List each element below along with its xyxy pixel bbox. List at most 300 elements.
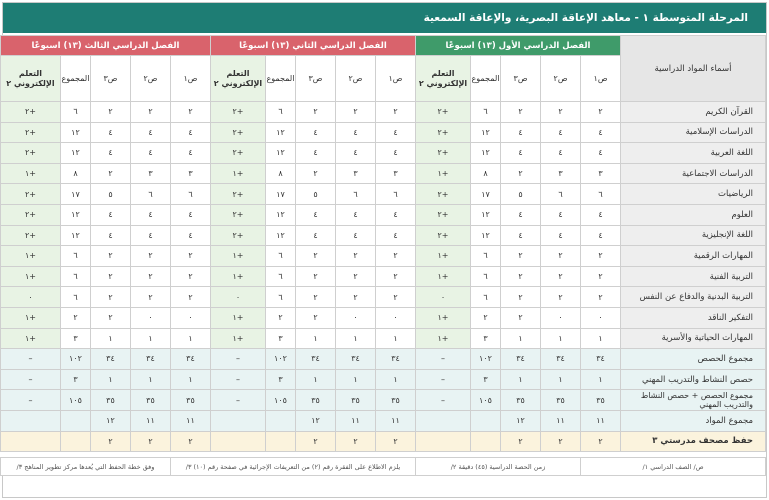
table-cell: ٠ xyxy=(375,307,415,328)
table-cell: ٦ xyxy=(130,184,170,205)
table-cell xyxy=(0,431,60,452)
table-cell: ٤ xyxy=(335,204,375,225)
table-row xyxy=(0,266,765,287)
table-cell: ٣ xyxy=(130,163,170,184)
table-cell: ٢ xyxy=(170,287,210,308)
table-cell: ١١ xyxy=(170,410,210,431)
column-header-s2-5: التعلم الإلكتروني ٢ xyxy=(210,56,265,102)
table-cell: ٠ xyxy=(415,287,470,308)
footnote: وفق خطة الحفظ التي يُعدها مركز تطوير المناهج ٣/ xyxy=(0,458,170,476)
table-cell: ١٢ xyxy=(60,225,90,246)
table-cell: ٢ xyxy=(90,307,130,328)
table-cell: – xyxy=(210,369,265,390)
table-cell: ٨ xyxy=(265,163,295,184)
table-cell: ٣ xyxy=(541,163,581,184)
subject-name: التفكير الناقد xyxy=(621,307,766,328)
table-cell: ٢ xyxy=(581,246,621,267)
table-body xyxy=(0,102,765,476)
table-cell: ٤ xyxy=(541,143,581,164)
table-cell: ١٢ xyxy=(60,204,90,225)
table-cell: ١١ xyxy=(375,410,415,431)
subjects-header: أسماء المواد الدراسية xyxy=(621,36,766,102)
table-cell: +٢ xyxy=(415,122,470,143)
table-cell: ٤ xyxy=(170,143,210,164)
table-cell: ٢ xyxy=(501,246,541,267)
table-cell: ٢ xyxy=(130,287,170,308)
table-cell: ٤ xyxy=(90,122,130,143)
table-cell: +١ xyxy=(415,307,470,328)
column-header-s2-2: ص٢ xyxy=(335,56,375,102)
table-cell: ١ xyxy=(501,369,541,390)
table-cell: ٤ xyxy=(170,204,210,225)
semester-2-header: الفصل الدراسي الثاني (١٣) اسبوعًا xyxy=(210,36,415,56)
table-cell: ٤ xyxy=(130,204,170,225)
table-cell: ٣٤ xyxy=(375,349,415,370)
table-cell: +١ xyxy=(210,246,265,267)
table-cell: ٢ xyxy=(541,102,581,123)
table-cell: ٢ xyxy=(471,307,501,328)
table-row xyxy=(0,143,765,164)
table-cell: ٢ xyxy=(90,431,130,452)
table-cell: ٣ xyxy=(335,163,375,184)
table-cell: ٢ xyxy=(90,163,130,184)
table-cell: ٢ xyxy=(375,102,415,123)
table-cell: ٥ xyxy=(501,184,541,205)
table-cell: ٢ xyxy=(90,287,130,308)
table-cell: +١ xyxy=(210,307,265,328)
table-cell: ٠ xyxy=(170,307,210,328)
table-cell: ٣٤ xyxy=(335,349,375,370)
table-cell: ٢ xyxy=(541,431,581,452)
table-cell: ٦ xyxy=(541,184,581,205)
table-row xyxy=(0,307,765,328)
table-cell: ٤ xyxy=(295,143,335,164)
table-cell: ٣٥ xyxy=(335,390,375,411)
table-cell: ٣٥ xyxy=(295,390,335,411)
table-cell: ٣ xyxy=(471,369,501,390)
table-cell: +٢ xyxy=(0,143,60,164)
table-cell: +٢ xyxy=(210,204,265,225)
table-cell: ١ xyxy=(581,369,621,390)
table-cell: ٣٥ xyxy=(541,390,581,411)
table-cell: ٤ xyxy=(335,225,375,246)
table-cell: ٥ xyxy=(295,184,335,205)
table-cell: ٦ xyxy=(60,102,90,123)
table-cell: ٢ xyxy=(581,431,621,452)
table-cell: ٢ xyxy=(295,307,335,328)
table-cell: ١٧ xyxy=(471,184,501,205)
table-cell: +١ xyxy=(0,328,60,349)
table-cell: ٤ xyxy=(375,204,415,225)
table-cell: – xyxy=(210,349,265,370)
table-cell: ٢ xyxy=(375,266,415,287)
table-cell: ١٠٢ xyxy=(265,349,295,370)
subject-name: الرياضيات xyxy=(621,184,766,205)
table-cell: ٠ xyxy=(130,307,170,328)
table-cell: ٢ xyxy=(581,102,621,123)
table-cell: ١٢ xyxy=(471,225,501,246)
table-cell: ٣٤ xyxy=(501,349,541,370)
table-cell xyxy=(415,410,470,431)
table-cell: ٤ xyxy=(581,204,621,225)
table-cell: +١ xyxy=(210,328,265,349)
summary-row xyxy=(0,431,765,452)
table-cell: +٢ xyxy=(210,122,265,143)
table-cell: ٣٤ xyxy=(90,349,130,370)
table-cell: ٢ xyxy=(335,246,375,267)
table-cell: ٤ xyxy=(295,225,335,246)
table-cell: ٢ xyxy=(541,287,581,308)
table-cell: +١ xyxy=(415,246,470,267)
table-cell: ٢ xyxy=(375,287,415,308)
summary-row xyxy=(0,349,765,370)
table-cell: ١٢ xyxy=(90,410,130,431)
table-cell: ٠ xyxy=(210,287,265,308)
table-cell: ٤ xyxy=(130,225,170,246)
table-cell: ١ xyxy=(90,369,130,390)
table-cell: ٤ xyxy=(501,143,541,164)
table-cell xyxy=(60,410,90,431)
table-cell: ٢ xyxy=(335,287,375,308)
table-cell: ٣٤ xyxy=(130,349,170,370)
table-cell: ٤ xyxy=(581,122,621,143)
table-cell: ١٢ xyxy=(265,143,295,164)
table-cell: – xyxy=(415,369,470,390)
table-cell: ٣٥ xyxy=(375,390,415,411)
table-cell: – xyxy=(415,390,470,411)
table-cell: ١٠٥ xyxy=(471,390,501,411)
table-cell: ١٢ xyxy=(265,122,295,143)
table-cell: ٠ xyxy=(335,307,375,328)
column-header-s3-4: المجموع xyxy=(60,56,90,102)
footnote: زمن الحصة الدراسية (٤٥) دقيقة ٢/ xyxy=(415,458,580,476)
footnote: يلزم الاطلاع على الفقرة رقم (٢) من التعريفات الإجرائية في صفحة رقم (١٠) ٣/ xyxy=(170,458,415,476)
column-header-s1-3: ص٣ xyxy=(501,56,541,102)
table-cell: ٢ xyxy=(501,431,541,452)
table-cell: ٢ xyxy=(501,163,541,184)
table-cell: ٣ xyxy=(265,328,295,349)
table-cell: ٣٥ xyxy=(90,390,130,411)
column-header-s3-3: ص٣ xyxy=(90,56,130,102)
table-cell: ٢ xyxy=(90,266,130,287)
table-row xyxy=(0,122,765,143)
column-header-s1-5: التعلم الإلكتروني ٢ xyxy=(415,56,470,102)
table-cell: ١ xyxy=(170,369,210,390)
table-cell: ٢ xyxy=(295,266,335,287)
table-cell: – xyxy=(0,369,60,390)
table-cell: ٢ xyxy=(130,431,170,452)
table-row xyxy=(0,225,765,246)
table-cell: ٤ xyxy=(170,122,210,143)
column-header-s3-5: التعلم الإلكتروني ٢ xyxy=(0,56,60,102)
table-cell: +١ xyxy=(0,266,60,287)
table-cell: ٢ xyxy=(170,431,210,452)
table-cell: ١٢ xyxy=(471,122,501,143)
table-cell: +٢ xyxy=(0,102,60,123)
table-cell: ٦ xyxy=(471,266,501,287)
table-cell: ١ xyxy=(335,328,375,349)
table-row xyxy=(0,163,765,184)
table-cell: +٢ xyxy=(415,225,470,246)
table-cell: ٦ xyxy=(471,287,501,308)
table-cell: ٨ xyxy=(60,163,90,184)
table-cell: ٤ xyxy=(501,225,541,246)
table-cell: ٤ xyxy=(335,143,375,164)
table-cell: ٦ xyxy=(471,246,501,267)
table-cell: ٢ xyxy=(295,163,335,184)
table-cell xyxy=(210,410,265,431)
summary-row xyxy=(0,410,765,431)
table-cell xyxy=(415,431,470,452)
table-cell: ٣٥ xyxy=(130,390,170,411)
table-cell: ٦ xyxy=(265,287,295,308)
table-cell: ١ xyxy=(581,328,621,349)
table-cell: ٦ xyxy=(60,287,90,308)
table-cell: ٤ xyxy=(130,143,170,164)
table-cell: ١٢ xyxy=(265,204,295,225)
table-cell: ٣ xyxy=(60,369,90,390)
table-cell: ٠ xyxy=(0,287,60,308)
table-cell: +١ xyxy=(0,163,60,184)
footnote: ص/ الصف الدراسي ١/ xyxy=(581,458,766,476)
table-cell: ٦ xyxy=(60,266,90,287)
table-cell: ٤ xyxy=(295,122,335,143)
table-cell: ٢ xyxy=(501,287,541,308)
table-cell xyxy=(210,431,265,452)
table-cell: ١٠٢ xyxy=(60,349,90,370)
table-cell: +٢ xyxy=(210,143,265,164)
table-cell: +٢ xyxy=(415,204,470,225)
table-cell: ١٠٥ xyxy=(60,390,90,411)
table-cell: ٦ xyxy=(265,246,295,267)
table-row xyxy=(0,184,765,205)
table-cell xyxy=(265,431,295,452)
table-cell: ١٢ xyxy=(295,410,335,431)
column-header-s2-4: المجموع xyxy=(265,56,295,102)
table-cell: – xyxy=(210,390,265,411)
table-cell xyxy=(0,410,60,431)
column-header-s1-2: ص٢ xyxy=(541,56,581,102)
table-cell: ١ xyxy=(501,328,541,349)
table-cell: ٢ xyxy=(170,246,210,267)
table-cell: ٤ xyxy=(295,204,335,225)
table-cell: ٢ xyxy=(130,246,170,267)
table-cell: +١ xyxy=(210,266,265,287)
table-cell: ٦ xyxy=(581,184,621,205)
table-title: المرحلة المتوسطة ١ - معاهد الإعاقة البصرية، والإعاقة السمعية xyxy=(3,3,766,35)
table-cell: ٢ xyxy=(170,102,210,123)
table-cell: ٢ xyxy=(130,102,170,123)
study-plan-panel xyxy=(2,2,767,498)
subject-name: مجموع الحصص + حصص النشاط والتدريب المهني xyxy=(621,390,766,411)
table-cell: ٢ xyxy=(375,246,415,267)
table-cell: ٤ xyxy=(170,225,210,246)
table-cell: ١ xyxy=(90,328,130,349)
column-header-s1-4: المجموع xyxy=(471,56,501,102)
table-cell: +٢ xyxy=(0,122,60,143)
table-cell: ٢ xyxy=(130,266,170,287)
table-cell: ٢ xyxy=(501,102,541,123)
table-row xyxy=(0,102,765,123)
table-cell xyxy=(471,431,501,452)
table-cell xyxy=(471,410,501,431)
subject-name: القرآن الكريم xyxy=(621,102,766,123)
table-cell: ١ xyxy=(375,328,415,349)
table-cell: ١١ xyxy=(130,410,170,431)
table-cell: ٤ xyxy=(375,122,415,143)
semester-3-header: الفصل الدراسي الثالث (١٣) اسبوعًا xyxy=(0,36,210,56)
summary-row xyxy=(0,390,765,411)
table-cell: ٢ xyxy=(581,287,621,308)
table-cell: ٤ xyxy=(90,225,130,246)
table-cell: ١ xyxy=(170,328,210,349)
table-cell: ٣ xyxy=(265,369,295,390)
table-cell: ٣٤ xyxy=(541,349,581,370)
table-cell: ٣٤ xyxy=(170,349,210,370)
table-cell: ٤ xyxy=(375,225,415,246)
table-cell: +٢ xyxy=(210,225,265,246)
table-cell: ١ xyxy=(130,328,170,349)
table-cell: ٦ xyxy=(265,266,295,287)
notes-row xyxy=(0,458,765,476)
subject-name: التربية الفنية xyxy=(621,266,766,287)
subject-name: التربية البدنية والدفاع عن النفس xyxy=(621,287,766,308)
table-cell: ٢ xyxy=(295,102,335,123)
table-cell: +٢ xyxy=(0,204,60,225)
subject-name: مجموع الحصص xyxy=(621,349,766,370)
table-cell: ٤ xyxy=(501,122,541,143)
table-cell: +١ xyxy=(0,246,60,267)
table-cell xyxy=(265,410,295,431)
table-cell: – xyxy=(0,390,60,411)
table-cell: ٠ xyxy=(581,307,621,328)
table-cell: ٠ xyxy=(541,307,581,328)
table-cell: +٢ xyxy=(415,143,470,164)
table-cell: ١١ xyxy=(335,410,375,431)
table-cell: ٤ xyxy=(90,143,130,164)
table-cell: ٢ xyxy=(375,431,415,452)
table-cell: ٢ xyxy=(60,307,90,328)
table-cell: +٢ xyxy=(210,184,265,205)
table-cell xyxy=(60,431,90,452)
table-cell: +٢ xyxy=(210,102,265,123)
table-cell: ٣ xyxy=(60,328,90,349)
table-cell: +٢ xyxy=(0,184,60,205)
subject-name: المهارات الرقمية xyxy=(621,246,766,267)
subject-name: الدراسات الإسلامية xyxy=(621,122,766,143)
subject-name: المهارات الحياتية والأسرية xyxy=(621,328,766,349)
table-cell: ١ xyxy=(335,369,375,390)
table-cell: ١٠٥ xyxy=(265,390,295,411)
table-cell: ١٢ xyxy=(265,225,295,246)
semester-1-header: الفصل الدراسي الأول (١٣) اسبوعًا xyxy=(415,36,620,56)
table-cell: ١٧ xyxy=(60,184,90,205)
table-cell: +١ xyxy=(210,163,265,184)
table-cell: ٤ xyxy=(581,225,621,246)
column-header-s1-1: ص١ xyxy=(581,56,621,102)
table-cell: ٢ xyxy=(581,266,621,287)
table-cell: ١٧ xyxy=(265,184,295,205)
column-header-s2-3: ص٣ xyxy=(295,56,335,102)
table-cell: ٢ xyxy=(335,431,375,452)
table-cell: ٤ xyxy=(541,225,581,246)
table-cell: ٨ xyxy=(471,163,501,184)
subject-name: مجموع المواد xyxy=(621,410,766,431)
table-cell: ٤ xyxy=(541,122,581,143)
table-cell: ١٢ xyxy=(471,204,501,225)
subject-name: حصص النشاط والتدريب المهني xyxy=(621,369,766,390)
table-cell: ٢ xyxy=(90,246,130,267)
table-cell: ١ xyxy=(295,369,335,390)
table-cell: ١١ xyxy=(541,410,581,431)
table-cell: ٣٥ xyxy=(501,390,541,411)
table-cell: ٦ xyxy=(335,184,375,205)
column-header-s2-1: ص١ xyxy=(375,56,415,102)
table-cell: ١٢ xyxy=(471,143,501,164)
study-plan-table xyxy=(0,35,766,476)
table-cell: ٤ xyxy=(335,122,375,143)
table-cell: ٦ xyxy=(265,102,295,123)
subject-name: اللغة العربية xyxy=(621,143,766,164)
table-cell: ٢ xyxy=(90,102,130,123)
column-header-s3-1: ص١ xyxy=(170,56,210,102)
table-cell: ٣٤ xyxy=(295,349,335,370)
table-cell: ٢ xyxy=(501,266,541,287)
table-row xyxy=(0,328,765,349)
table-cell: ٤ xyxy=(581,143,621,164)
table-cell: – xyxy=(0,349,60,370)
table-cell: ١ xyxy=(130,369,170,390)
table-cell: ٤ xyxy=(130,122,170,143)
table-cell: ١ xyxy=(375,369,415,390)
table-cell: ١٢ xyxy=(60,122,90,143)
table-cell: ٦ xyxy=(471,102,501,123)
table-cell: ٤ xyxy=(375,143,415,164)
table-cell: – xyxy=(415,349,470,370)
subject-name: الدراسات الاجتماعية xyxy=(621,163,766,184)
table-row xyxy=(0,246,765,267)
subject-name: حفظ مصحف مدرستي ٣ xyxy=(621,431,766,452)
table-cell: ٣ xyxy=(471,328,501,349)
table-row xyxy=(0,287,765,308)
column-header-s3-2: ص٢ xyxy=(130,56,170,102)
table-cell: ٣ xyxy=(581,163,621,184)
table-cell: ٢ xyxy=(295,431,335,452)
table-cell: ١١ xyxy=(581,410,621,431)
table-cell: ٤ xyxy=(501,204,541,225)
table-cell: +١ xyxy=(0,307,60,328)
table-cell: +٢ xyxy=(415,102,470,123)
table-cell: ٥ xyxy=(90,184,130,205)
table-cell: ١ xyxy=(295,328,335,349)
table-cell: ١٢ xyxy=(60,143,90,164)
table-cell: ١ xyxy=(541,328,581,349)
table-cell: +٢ xyxy=(0,225,60,246)
table-cell: +١ xyxy=(415,328,470,349)
table-cell: ٣ xyxy=(170,163,210,184)
table-cell: ٢ xyxy=(170,266,210,287)
table-cell: ٢ xyxy=(501,307,541,328)
table-cell: ٣٥ xyxy=(581,390,621,411)
table-cell: ١٠٢ xyxy=(471,349,501,370)
table-cell: ١٢ xyxy=(501,410,541,431)
subject-name: اللغة الإنجليزية xyxy=(621,225,766,246)
table-cell: +٢ xyxy=(415,184,470,205)
table-cell: +١ xyxy=(415,163,470,184)
table-cell: ٢ xyxy=(335,266,375,287)
table-row xyxy=(0,204,765,225)
table-cell: ٤ xyxy=(90,204,130,225)
